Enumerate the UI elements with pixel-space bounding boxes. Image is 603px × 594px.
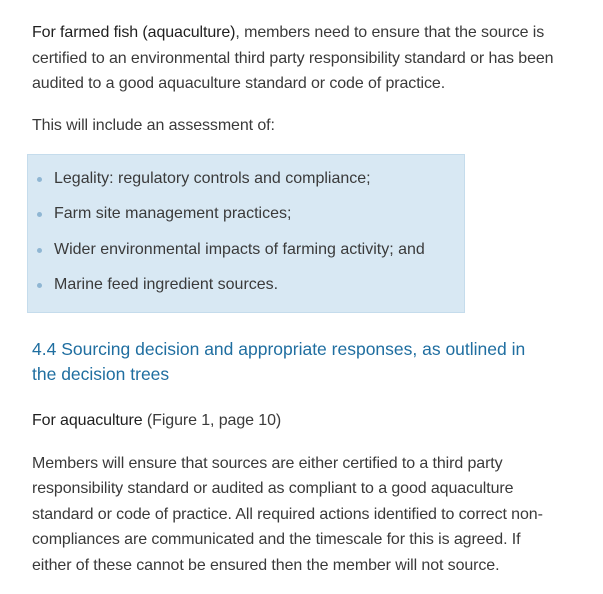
list-item xyxy=(28,267,464,302)
bullet-icon xyxy=(37,212,42,217)
bullet-icon xyxy=(37,283,42,288)
list-item xyxy=(28,161,464,196)
figure-reference: (Figure 1, page 10) xyxy=(142,412,282,430)
document-page xyxy=(32,20,572,578)
list-item-text: Farm site management practices; xyxy=(54,205,292,223)
list-item-text: Legality: regulatory controls and compliance; xyxy=(54,170,371,187)
list-item-text: Marine feed ingredient sources. xyxy=(54,275,279,293)
aquaculture-lead: For aquaculture xyxy=(32,412,143,430)
intro-text: , members need to ensure that the source is certified to an environmental third party responsibility standard or has been audited to a good aquaculture standard or code of practice. xyxy=(32,24,554,92)
aquaculture-body: Members will ensure that sources are either certified to a third party responsibility standard or audited as compliant to a good aquaculture standard or code of practice. All required actions identified to correct non-compliances are communicated and the timescale for this is agreed. If either of these cannot be ensured then the member will not source. xyxy=(32,454,543,574)
bullet-icon xyxy=(37,177,42,182)
aquaculture-line xyxy=(32,408,572,434)
section-heading: 4.4 Sourcing decision and appropriate responses, as outlined in the decision trees xyxy=(32,339,526,384)
list-item-text: Wider environmental impacts of farming activity; and xyxy=(54,240,425,258)
intro-lead: For farmed fish (aquaculture) xyxy=(32,24,236,41)
list-item xyxy=(28,232,464,267)
list-item xyxy=(28,196,464,231)
assessment-list xyxy=(28,161,464,302)
intro-paragraph xyxy=(32,20,572,97)
assessment-callout xyxy=(27,154,465,313)
assessment-intro: This will include an assessment of: xyxy=(32,116,275,134)
bullet-icon xyxy=(37,248,42,253)
